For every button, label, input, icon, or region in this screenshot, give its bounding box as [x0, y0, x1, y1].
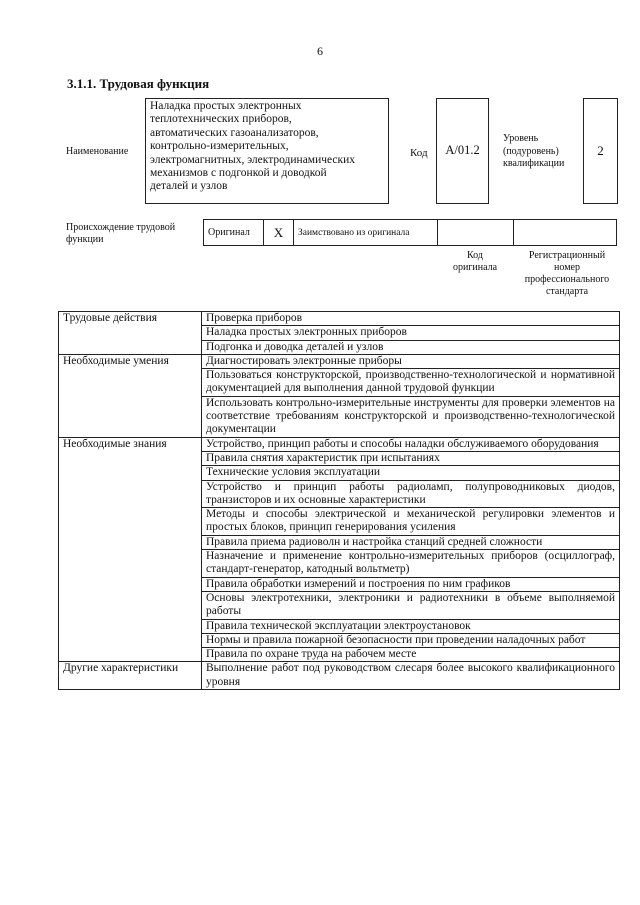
- table-cell: Подгонка и доводка деталей и узлов: [202, 340, 620, 354]
- table-cell: Диагностировать электронные приборы: [202, 354, 620, 368]
- table-cell: Устройство, принцип работы и способы наладки обслуживаемого оборудования: [202, 437, 620, 451]
- function-name-line: Наладка простых электронных: [150, 100, 302, 112]
- caption-line: профессионального: [524, 274, 610, 285]
- level-label-line: квалификации: [503, 158, 565, 169]
- function-name-line: автоматических газоанализаторов,: [150, 126, 319, 139]
- category-label: Необходимые знания: [59, 437, 202, 662]
- code-label: Код: [410, 147, 428, 159]
- origin-label-line: функции: [66, 234, 104, 245]
- table-cell: Пользоваться конструкторской, производственно-технологической и нормативной документацией для выполнения данной трудовой функции: [202, 369, 620, 397]
- table-cell: Проверка приборов: [202, 312, 620, 326]
- table-cell: Наладка простых электронных приборов: [202, 326, 620, 340]
- qualification-level-label: [503, 133, 564, 171]
- code-value: А/01.2: [436, 98, 489, 204]
- original-code-cell: [438, 220, 514, 246]
- table-cell: Методы и способы электрической и механической регулировки элементов и простых блоков, принцип генерирования усиления: [202, 508, 620, 536]
- table-row: [59, 312, 620, 326]
- function-details-table: [58, 311, 620, 690]
- table-cell: Назначение и применение контрольно-измерительных приборов (осциллограф, стандарт-генератор, катодный вольтметр): [202, 550, 620, 578]
- table-cell: Правила обработки измерений и построения по ним графиков: [202, 577, 620, 591]
- origin-label: [66, 222, 175, 246]
- section-title: 3.1.1. Трудовая функция: [67, 76, 210, 91]
- original-mark: X: [264, 220, 294, 246]
- table-cell: Правила по охране труда на рабочем месте: [202, 648, 620, 662]
- function-name-line: деталей и узлов: [150, 180, 228, 193]
- function-name-line: контрольно-измерительных,: [150, 140, 289, 153]
- caption-line: оригинала: [452, 262, 498, 273]
- registration-number-cell: [514, 220, 617, 246]
- category-label: Трудовые действия: [59, 312, 202, 355]
- level-label-line: (подуровень): [503, 145, 559, 157]
- table-row: [59, 354, 620, 368]
- origin-table: [203, 219, 617, 246]
- borrowed-label: Заимствовано из оригинала: [294, 220, 438, 246]
- level-label-line: Уровень: [503, 133, 539, 144]
- category-label: Необходимые умения: [59, 354, 202, 437]
- qualification-level-value: 2: [583, 98, 618, 204]
- registration-number-caption: [516, 250, 618, 298]
- caption-line: стандарта: [545, 286, 589, 297]
- page-number: 6: [317, 44, 323, 58]
- table-cell: Нормы и правила пожарной безопасности при проведении наладочных работ: [202, 633, 620, 647]
- table-cell: Правила приема радиоволн и настройка станций средней сложности: [202, 535, 620, 549]
- table-cell: Устройство и принцип работы радиоламп, полупроводниковых диодов, транзисторов и их основные характеристики: [202, 480, 620, 508]
- table-cell: Технические условия эксплуатации: [202, 466, 620, 480]
- table-cell: Использовать контрольно-измерительные инструменты для проверки элементов на соответствие требованиям конструкторской и производственно-технологической документации: [202, 396, 620, 437]
- function-name-line: электромагнитных, электродинамических: [150, 153, 355, 166]
- table-cell: Правила технической эксплуатации электроустановок: [202, 619, 620, 633]
- function-name-line: теплотехнических приборов,: [150, 113, 292, 126]
- function-name-box: [145, 98, 389, 204]
- table-cell: Выполнение работ под руководством слесаря более высокого квалификационного уровня: [202, 662, 620, 690]
- name-label: Наименование: [66, 146, 129, 157]
- original-label: Оригинал: [204, 220, 264, 246]
- caption-line: номер: [554, 262, 580, 273]
- category-label: Другие характеристики: [59, 662, 202, 690]
- function-name-line: механизмов с подгонкой и доводкой: [150, 167, 327, 180]
- original-code-caption: [440, 250, 510, 274]
- origin-label-line: Происхождение трудовой: [66, 222, 176, 233]
- caption-line: Код: [467, 250, 483, 261]
- table-row: [59, 662, 620, 690]
- table-row: [59, 437, 620, 451]
- caption-line: Регистрационный: [528, 250, 606, 261]
- table-cell: Основы электротехники, электроники и радиотехники в объеме выполняемой работы: [202, 591, 620, 619]
- table-cell: Правила снятия характеристик при испытаниях: [202, 451, 620, 465]
